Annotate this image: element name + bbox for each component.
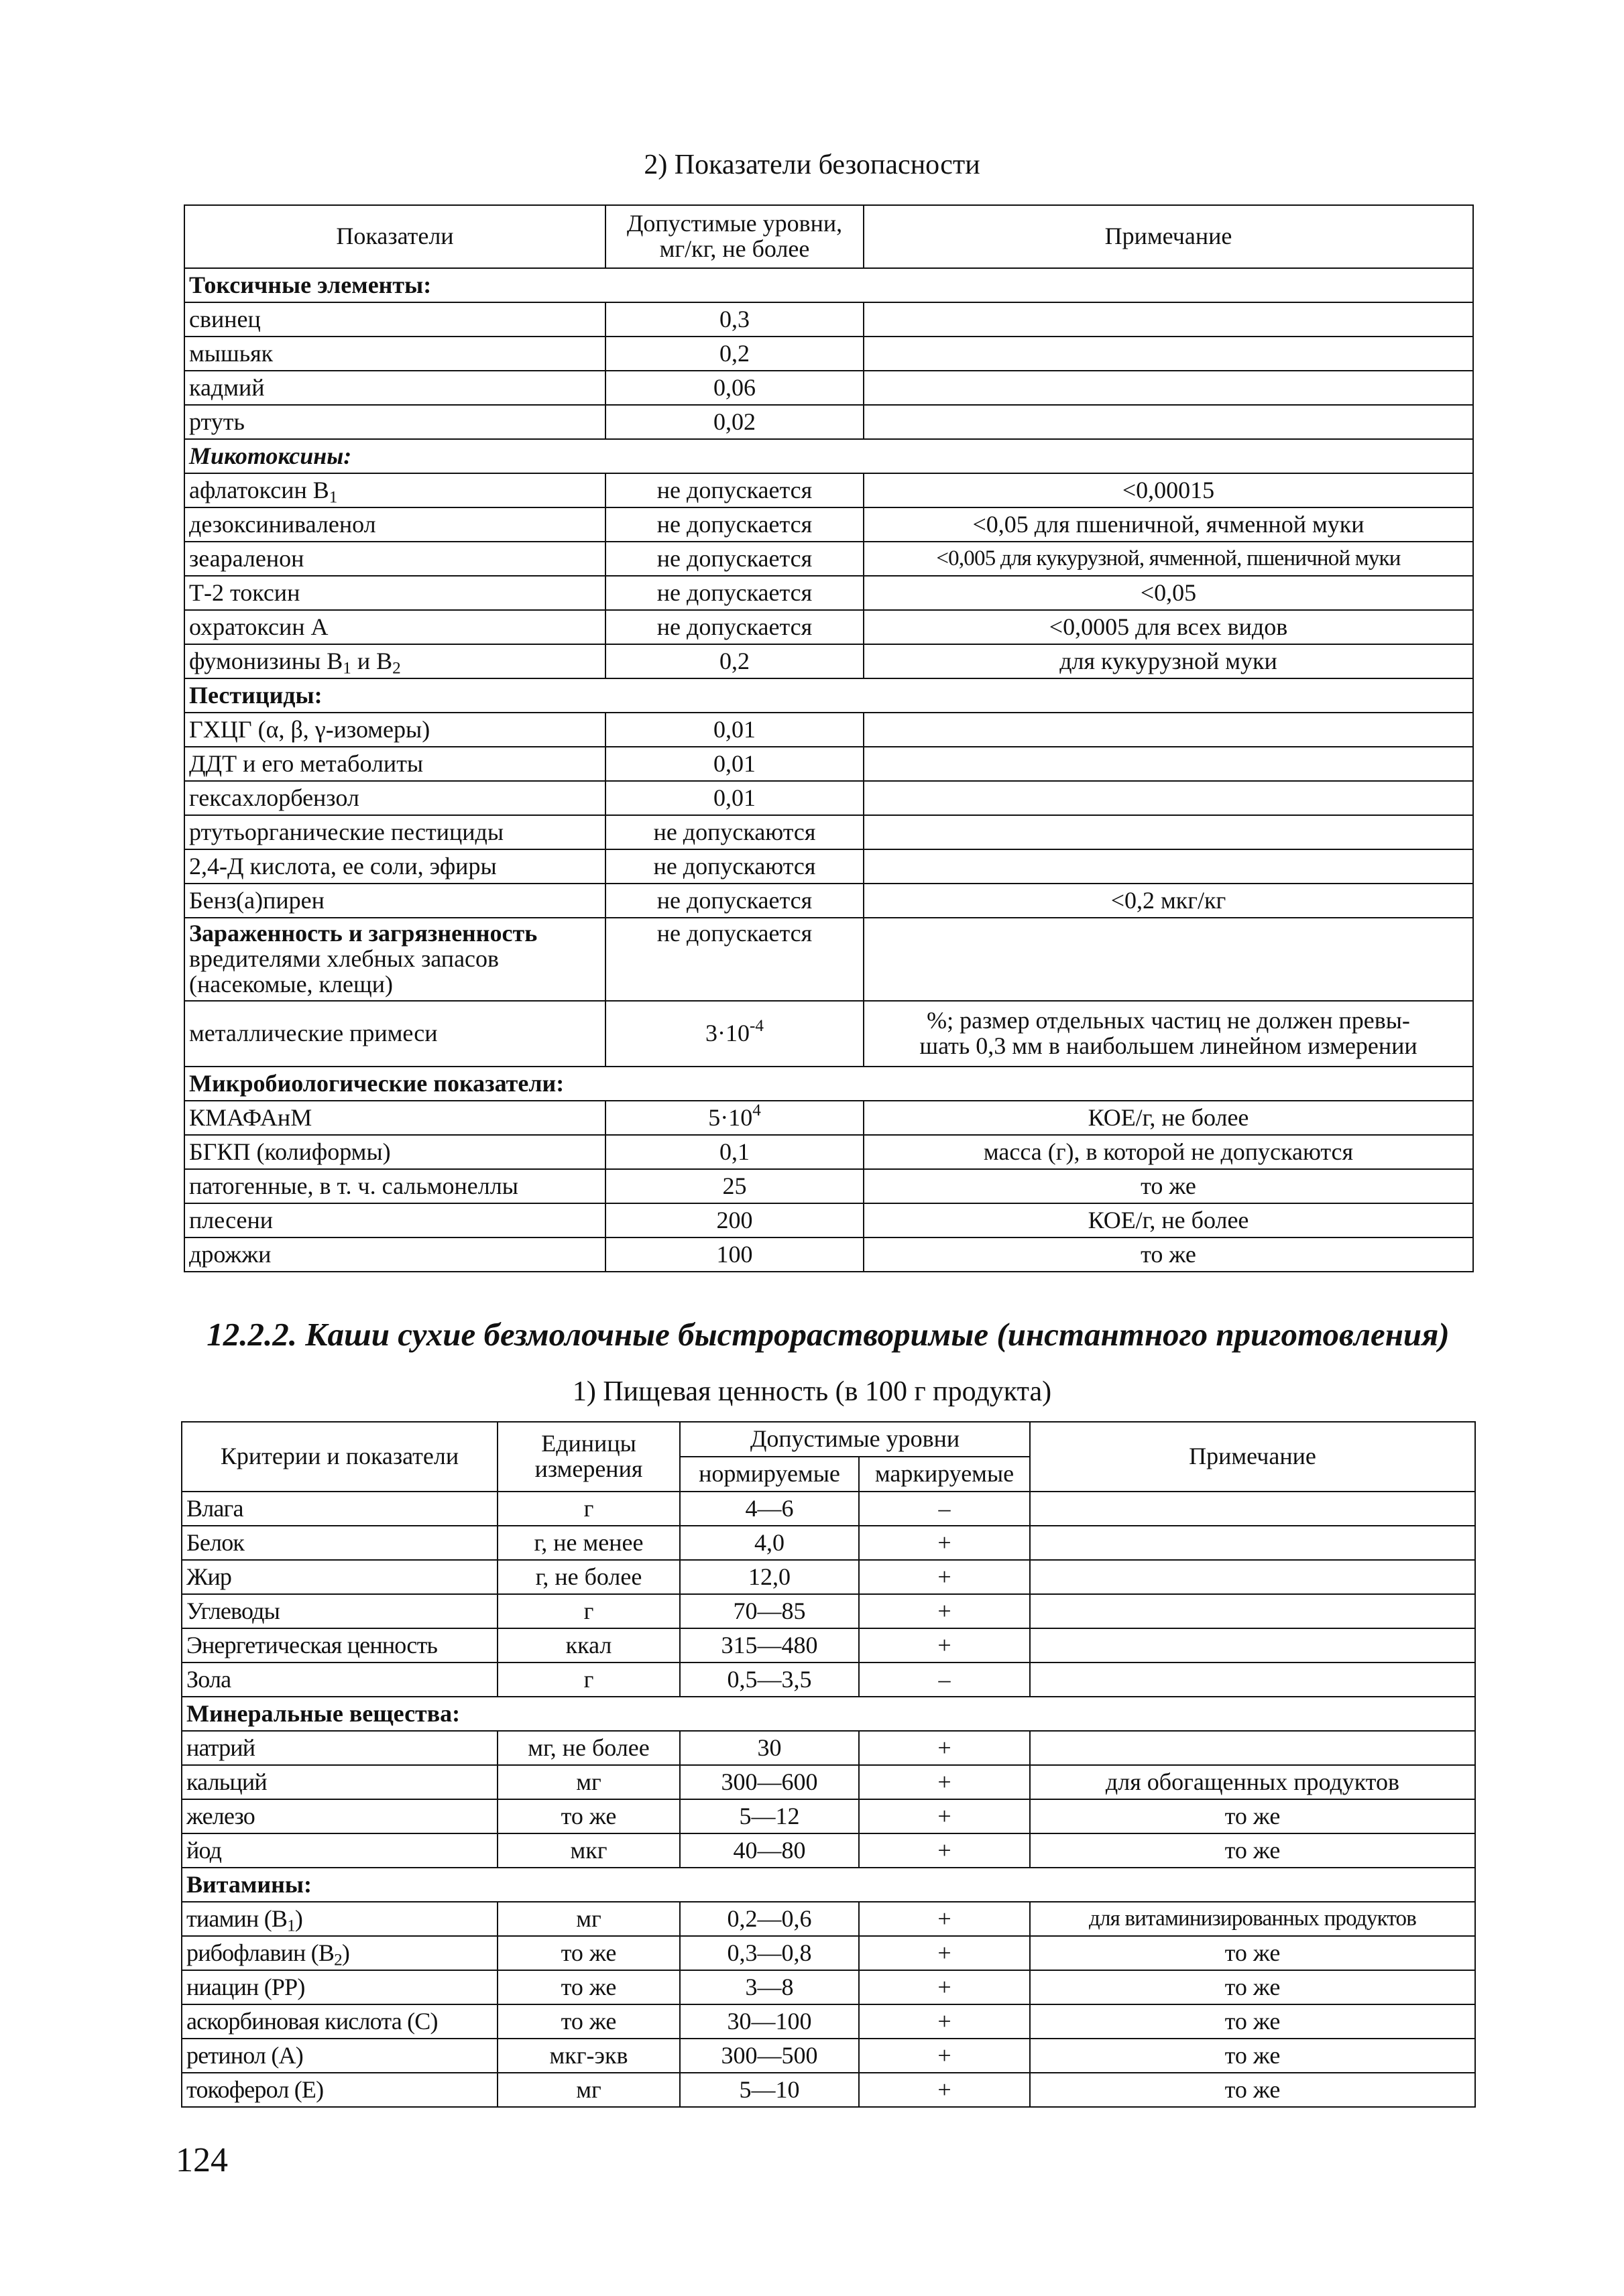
nutrition-caption: 1) Пищевая ценность (в 100 г продукта) bbox=[572, 1376, 1052, 1407]
table-row bbox=[184, 713, 1473, 747]
normalized-level: 12,0 bbox=[680, 1560, 859, 1594]
header-units-line1: Единицы bbox=[541, 1430, 636, 1457]
note: КОЕ/г, не более bbox=[864, 1203, 1473, 1237]
permitted-level bbox=[605, 1001, 864, 1067]
criterion-name-text: Влага bbox=[186, 1494, 243, 1522]
normalized-level: 5—12 bbox=[680, 1799, 859, 1833]
normalized-level: 30—100 bbox=[680, 2004, 859, 2039]
permitted-level: 0,02 bbox=[605, 405, 864, 439]
table-row bbox=[184, 610, 1473, 644]
criterion-name-text: ниацин (PP) bbox=[186, 1973, 305, 2000]
indicator-name-text: охратоксин А bbox=[189, 613, 329, 640]
table-row bbox=[184, 781, 1473, 815]
header-note: Примечание bbox=[1030, 1422, 1475, 1492]
infestation-name bbox=[184, 918, 605, 1001]
indicator-name bbox=[184, 542, 605, 576]
normalized-level: 300—500 bbox=[680, 2039, 859, 2073]
normalized-level: 4—6 bbox=[680, 1492, 859, 1526]
labeled-mark: + bbox=[859, 1936, 1030, 1970]
note: <0,2 мкг/кг bbox=[864, 884, 1473, 918]
table-row bbox=[182, 1628, 1475, 1663]
indicator-name bbox=[184, 713, 605, 747]
note bbox=[864, 405, 1473, 439]
criterion-name-text: йод bbox=[186, 1836, 222, 1864]
header-units bbox=[498, 1422, 680, 1492]
note bbox=[864, 713, 1473, 747]
table-row bbox=[184, 1101, 1473, 1135]
criterion-name-text: Углеводы bbox=[186, 1597, 280, 1624]
criterion-name-text: аскорбиновая кислота (С) bbox=[186, 2007, 438, 2035]
indicator-name bbox=[184, 337, 605, 371]
permitted-level bbox=[605, 1203, 864, 1237]
table-row bbox=[182, 2039, 1475, 2073]
permitted-level: не допускаются bbox=[605, 849, 864, 884]
permitted-level: не допускается bbox=[605, 542, 864, 576]
indicator-name bbox=[184, 473, 605, 507]
header-criteria: Критерии и показатели bbox=[182, 1422, 498, 1492]
table-row bbox=[182, 1799, 1475, 1833]
table-row bbox=[182, 1492, 1475, 1526]
note bbox=[864, 1001, 1473, 1067]
unit: г bbox=[498, 1594, 680, 1628]
note: <0,005 для кукурузной, ячменной, пшеничной муки bbox=[864, 542, 1473, 576]
header-levels-line2: мг/кг, не более bbox=[659, 235, 810, 262]
note: то же bbox=[1030, 1833, 1475, 1868]
criterion-name-text: Энергетическая ценность bbox=[186, 1631, 438, 1658]
labeled-mark: + bbox=[859, 1594, 1030, 1628]
unit: то же bbox=[498, 1970, 680, 2004]
criterion-subscript: 1 bbox=[287, 1916, 295, 1935]
permitted-level bbox=[605, 1237, 864, 1272]
infestation-row bbox=[184, 918, 1473, 1001]
table-row bbox=[182, 1594, 1475, 1628]
header-levels-line1: Допустимые уровни, bbox=[626, 210, 843, 237]
metal-row bbox=[184, 1001, 1473, 1067]
criterion-name bbox=[182, 1526, 498, 1560]
indicator-name: БГКП (колиформы) bbox=[184, 1135, 605, 1169]
note bbox=[864, 337, 1473, 371]
permitted-level bbox=[605, 1169, 864, 1203]
criterion-name bbox=[182, 1799, 498, 1833]
criterion-name-text: Белок bbox=[186, 1528, 245, 1556]
indicator-name bbox=[184, 302, 605, 337]
table-row bbox=[182, 1731, 1475, 1765]
normalized-level: 0,5—3,5 bbox=[680, 1663, 859, 1697]
criterion-name-text: железо bbox=[186, 1802, 255, 1829]
table-row bbox=[184, 542, 1473, 576]
labeled-mark: – bbox=[859, 1663, 1030, 1697]
level-base: 3·10 bbox=[705, 1020, 750, 1047]
group-title: Витамины: bbox=[182, 1868, 1475, 1902]
permitted-level bbox=[605, 1135, 864, 1169]
table-row bbox=[184, 849, 1473, 884]
note: для кукурузной муки bbox=[864, 644, 1473, 678]
criterion-name-end: ) bbox=[341, 1939, 350, 1966]
infestation-line2: вредителями хлебных запасов bbox=[189, 945, 500, 972]
level-base: 25 bbox=[722, 1172, 747, 1199]
permitted-level: не допускается bbox=[605, 918, 864, 1001]
indicator-name: металлические примеси bbox=[184, 1001, 605, 1067]
permitted-level: 0,06 bbox=[605, 371, 864, 405]
group-row bbox=[182, 1868, 1475, 1902]
permitted-level: 0,01 bbox=[605, 713, 864, 747]
indicator-name-text: дезоксиниваленол bbox=[189, 510, 376, 538]
table-row bbox=[184, 1169, 1473, 1203]
note: то же bbox=[1030, 2004, 1475, 2039]
permitted-level: 0,01 bbox=[605, 747, 864, 781]
note: то же bbox=[1030, 2039, 1475, 2073]
criterion-name bbox=[182, 2039, 498, 2073]
indicator-name: КМАФАнМ bbox=[184, 1101, 605, 1135]
infestation-line3: (насекомые, клещи) bbox=[189, 970, 393, 998]
note: то же bbox=[1030, 1799, 1475, 1833]
indicator-name-text: ГХЦГ (α, β, γ-изомеры) bbox=[189, 715, 430, 743]
indicator-name-text: фумонизины B bbox=[189, 647, 343, 674]
unit: то же bbox=[498, 2004, 680, 2039]
criterion-subscript: 2 bbox=[334, 1950, 342, 1969]
table-row bbox=[184, 1237, 1473, 1272]
note: масса (г), в которой не допускаются bbox=[864, 1135, 1473, 1169]
table-row bbox=[182, 2073, 1475, 2107]
group-row bbox=[184, 268, 1473, 302]
criterion-name bbox=[182, 1628, 498, 1663]
permitted-level: не допускаются bbox=[605, 815, 864, 849]
note bbox=[1030, 1526, 1475, 1560]
table-row bbox=[184, 884, 1473, 918]
table-row bbox=[184, 405, 1473, 439]
group-row bbox=[182, 1697, 1475, 1731]
header-normalized: нормируемые bbox=[680, 1457, 859, 1492]
unit: ккал bbox=[498, 1628, 680, 1663]
indicator-name bbox=[184, 576, 605, 610]
note bbox=[1030, 1594, 1475, 1628]
page-number: 124 bbox=[176, 2141, 228, 2179]
criterion-name bbox=[182, 1492, 498, 1526]
note: <0,0005 для всех видов bbox=[864, 610, 1473, 644]
note bbox=[1030, 1731, 1475, 1765]
table-row bbox=[184, 576, 1473, 610]
normalized-level: 5—10 bbox=[680, 2073, 859, 2107]
level-base: 0,1 bbox=[719, 1138, 750, 1165]
unit: мг, не более bbox=[498, 1731, 680, 1765]
table-row bbox=[184, 337, 1473, 371]
normalized-level: 30 bbox=[680, 1731, 859, 1765]
criterion-name bbox=[182, 1765, 498, 1799]
unit: г, не менее bbox=[498, 1526, 680, 1560]
indicator-name-text: гексахлорбензол bbox=[189, 784, 359, 811]
infestation-title: Зараженность и загрязненность bbox=[189, 920, 538, 947]
group-title: Минеральные вещества: bbox=[182, 1697, 1475, 1731]
indicator-name bbox=[184, 815, 605, 849]
normalized-level: 70—85 bbox=[680, 1594, 859, 1628]
criterion-name-text: тиамин (B bbox=[186, 1905, 288, 1932]
note bbox=[864, 815, 1473, 849]
normalized-level: 40—80 bbox=[680, 1833, 859, 1868]
table-row bbox=[184, 507, 1473, 542]
unit: г bbox=[498, 1663, 680, 1697]
labeled-mark: + bbox=[859, 2073, 1030, 2107]
table-row bbox=[182, 1833, 1475, 1868]
indicator-name-text: ртутьорганические пестициды bbox=[189, 818, 504, 845]
indicator-subscript: 1 bbox=[343, 658, 351, 677]
criterion-name bbox=[182, 1936, 498, 1970]
criterion-name bbox=[182, 1833, 498, 1868]
indicator-name bbox=[184, 507, 605, 542]
indicator-subscript-2: 2 bbox=[392, 658, 401, 677]
indicator-name: патогенные, в т. ч. сальмонеллы bbox=[184, 1169, 605, 1203]
nutrition-header-row-1 bbox=[182, 1422, 1475, 1457]
unit: мкг-экв bbox=[498, 2039, 680, 2073]
normalized-level: 3—8 bbox=[680, 1970, 859, 2004]
section-title: 12.2.2. Каши сухие безмолочные быстрорастворимые (инстантного приготовления) bbox=[207, 1316, 1450, 1353]
level-base: 100 bbox=[716, 1240, 753, 1268]
level-base: 200 bbox=[716, 1206, 753, 1233]
indicator-name bbox=[184, 747, 605, 781]
labeled-mark: + bbox=[859, 1970, 1030, 2004]
indicator-name-text: кадмий bbox=[189, 373, 265, 401]
header-levels bbox=[605, 205, 864, 268]
unit: г, не более bbox=[498, 1560, 680, 1594]
note bbox=[864, 302, 1473, 337]
note: то же bbox=[864, 1237, 1473, 1272]
note bbox=[864, 747, 1473, 781]
indicator-name-text: Т-2 токсин bbox=[189, 579, 300, 606]
normalized-level: 300—600 bbox=[680, 1765, 859, 1799]
table-row bbox=[182, 1663, 1475, 1697]
group-row bbox=[184, 678, 1473, 713]
permitted-level: 0,3 bbox=[605, 302, 864, 337]
note bbox=[1030, 1492, 1475, 1526]
labeled-mark: + bbox=[859, 2004, 1030, 2039]
table-row bbox=[182, 1902, 1475, 1936]
note: <0,05 для пшеничной, ячменной муки bbox=[864, 507, 1473, 542]
note bbox=[1030, 1560, 1475, 1594]
table-row bbox=[184, 302, 1473, 337]
header-levels: Допустимые уровни bbox=[680, 1422, 1030, 1457]
labeled-mark: + bbox=[859, 1526, 1030, 1560]
indicator-name bbox=[184, 781, 605, 815]
group-title: Пестициды: bbox=[184, 678, 1473, 713]
unit: мг bbox=[498, 1902, 680, 1936]
indicator-name-text: ртуть bbox=[189, 408, 245, 435]
permitted-level: не допускается bbox=[605, 507, 864, 542]
indicator-name-text: ДДТ и его метаболиты bbox=[189, 749, 424, 777]
labeled-mark: + bbox=[859, 1799, 1030, 1833]
note bbox=[1030, 1663, 1475, 1697]
unit: то же bbox=[498, 1799, 680, 1833]
criterion-name bbox=[182, 1560, 498, 1594]
note: <0,05 bbox=[864, 576, 1473, 610]
note: КОЕ/г, не более bbox=[864, 1101, 1473, 1135]
labeled-mark: + bbox=[859, 1731, 1030, 1765]
permitted-level: 0,2 bbox=[605, 644, 864, 678]
table-row bbox=[184, 747, 1473, 781]
indicator-name-text: мышьяк bbox=[189, 339, 274, 367]
table-row bbox=[182, 2004, 1475, 2039]
permitted-level bbox=[605, 1101, 864, 1135]
level-exponent: 4 bbox=[752, 1101, 761, 1120]
level-base: 5·10 bbox=[708, 1103, 753, 1131]
permitted-level: 0,01 bbox=[605, 781, 864, 815]
unit: то же bbox=[498, 1936, 680, 1970]
note: то же bbox=[864, 1169, 1473, 1203]
group-row bbox=[184, 439, 1473, 473]
note-line1: %; размер отдельных частиц не должен превы- bbox=[927, 1007, 1410, 1034]
note: для обогащенных продуктов bbox=[1030, 1765, 1475, 1799]
safety-table bbox=[184, 204, 1474, 1272]
normalized-level: 4,0 bbox=[680, 1526, 859, 1560]
criterion-name-text: Жир bbox=[186, 1563, 232, 1590]
criterion-name bbox=[182, 2004, 498, 2039]
labeled-mark: + bbox=[859, 1833, 1030, 1868]
table-row bbox=[182, 1970, 1475, 2004]
permitted-level: не допускается bbox=[605, 576, 864, 610]
nutrition-table bbox=[181, 1421, 1476, 2108]
note-line2: шать 0,3 мм в наибольшем линейном измерении bbox=[919, 1032, 1417, 1059]
note: то же bbox=[1030, 1970, 1475, 2004]
criterion-name-text: натрий bbox=[186, 1734, 255, 1761]
criterion-name-text: кальций bbox=[186, 1768, 267, 1795]
table-row bbox=[184, 473, 1473, 507]
criterion-name bbox=[182, 2073, 498, 2107]
note: <0,00015 bbox=[864, 473, 1473, 507]
labeled-mark: + bbox=[859, 1902, 1030, 1936]
header-units-line2: измерения bbox=[534, 1455, 643, 1482]
unit: мг bbox=[498, 2073, 680, 2107]
criterion-name bbox=[182, 1663, 498, 1697]
indicator-name bbox=[184, 884, 605, 918]
permitted-level: 0,2 bbox=[605, 337, 864, 371]
safety-caption: 2) Показатели безопасности bbox=[644, 149, 980, 180]
table-row bbox=[184, 371, 1473, 405]
indicator-name-text: зеараленон bbox=[189, 544, 304, 572]
table-row bbox=[182, 1526, 1475, 1560]
header-indicator: Показатели bbox=[184, 205, 605, 268]
unit: г bbox=[498, 1492, 680, 1526]
criterion-name-text: Зола bbox=[186, 1665, 231, 1693]
table-row bbox=[184, 1135, 1473, 1169]
criterion-name-text: ретинол (А) bbox=[186, 2041, 303, 2069]
safety-header-row bbox=[184, 205, 1473, 268]
note bbox=[864, 371, 1473, 405]
level-exponent: -4 bbox=[750, 1016, 764, 1035]
table-row bbox=[184, 644, 1473, 678]
normalized-level: 0,2—0,6 bbox=[680, 1902, 859, 1936]
note bbox=[864, 849, 1473, 884]
group-title: Микробиологические показатели: bbox=[184, 1067, 1473, 1101]
criterion-name-text: токоферол (Е) bbox=[186, 2075, 324, 2103]
unit: мг bbox=[498, 1765, 680, 1799]
indicator-name: дрожжи bbox=[184, 1237, 605, 1272]
indicator-name-text: 2,4-Д кислота, ее соли, эфиры bbox=[189, 852, 497, 880]
normalized-level: 315—480 bbox=[680, 1628, 859, 1663]
group-title: Токсичные элементы: bbox=[184, 268, 1473, 302]
indicator-name-text: афлатоксин B bbox=[189, 476, 329, 503]
indicator-subscript: 1 bbox=[329, 487, 338, 506]
header-note: Примечание bbox=[864, 205, 1473, 268]
permitted-level: не допускается bbox=[605, 610, 864, 644]
group-title: Микотоксины: bbox=[184, 439, 1473, 473]
indicator-name bbox=[184, 371, 605, 405]
criterion-name-end: ) bbox=[294, 1905, 303, 1932]
indicator-name-text: свинец bbox=[189, 305, 261, 333]
indicator-name-text: Бенз(а)пирен bbox=[189, 886, 325, 914]
table-row bbox=[184, 815, 1473, 849]
table-row bbox=[182, 1765, 1475, 1799]
indicator-name bbox=[184, 849, 605, 884]
indicator-name bbox=[184, 610, 605, 644]
unit: мкг bbox=[498, 1833, 680, 1868]
labeled-mark: + bbox=[859, 1765, 1030, 1799]
labeled-mark: + bbox=[859, 2039, 1030, 2073]
permitted-level: не допускается bbox=[605, 473, 864, 507]
table-row bbox=[182, 1936, 1475, 1970]
criterion-name bbox=[182, 1902, 498, 1936]
labeled-mark: + bbox=[859, 1628, 1030, 1663]
criterion-name bbox=[182, 1731, 498, 1765]
indicator-name-mid: и B bbox=[351, 647, 393, 674]
indicator-name bbox=[184, 644, 605, 678]
normalized-level: 0,3—0,8 bbox=[680, 1936, 859, 1970]
table-row bbox=[182, 1560, 1475, 1594]
labeled-mark: + bbox=[859, 1560, 1030, 1594]
group-row bbox=[184, 1067, 1473, 1101]
criterion-name bbox=[182, 1970, 498, 2004]
labeled-mark: – bbox=[859, 1492, 1030, 1526]
criterion-name-text: рибофлавин (B bbox=[186, 1939, 335, 1966]
note: то же bbox=[1030, 2073, 1475, 2107]
indicator-name: плесени bbox=[184, 1203, 605, 1237]
note bbox=[864, 918, 1473, 1001]
note: для витаминизированных продуктов bbox=[1030, 1902, 1475, 1936]
permitted-level: не допускается bbox=[605, 884, 864, 918]
indicator-name bbox=[184, 405, 605, 439]
note bbox=[864, 781, 1473, 815]
table-row bbox=[184, 1203, 1473, 1237]
criterion-name bbox=[182, 1594, 498, 1628]
note: то же bbox=[1030, 1936, 1475, 1970]
header-labeled: маркируемые bbox=[859, 1457, 1030, 1492]
note bbox=[1030, 1628, 1475, 1663]
